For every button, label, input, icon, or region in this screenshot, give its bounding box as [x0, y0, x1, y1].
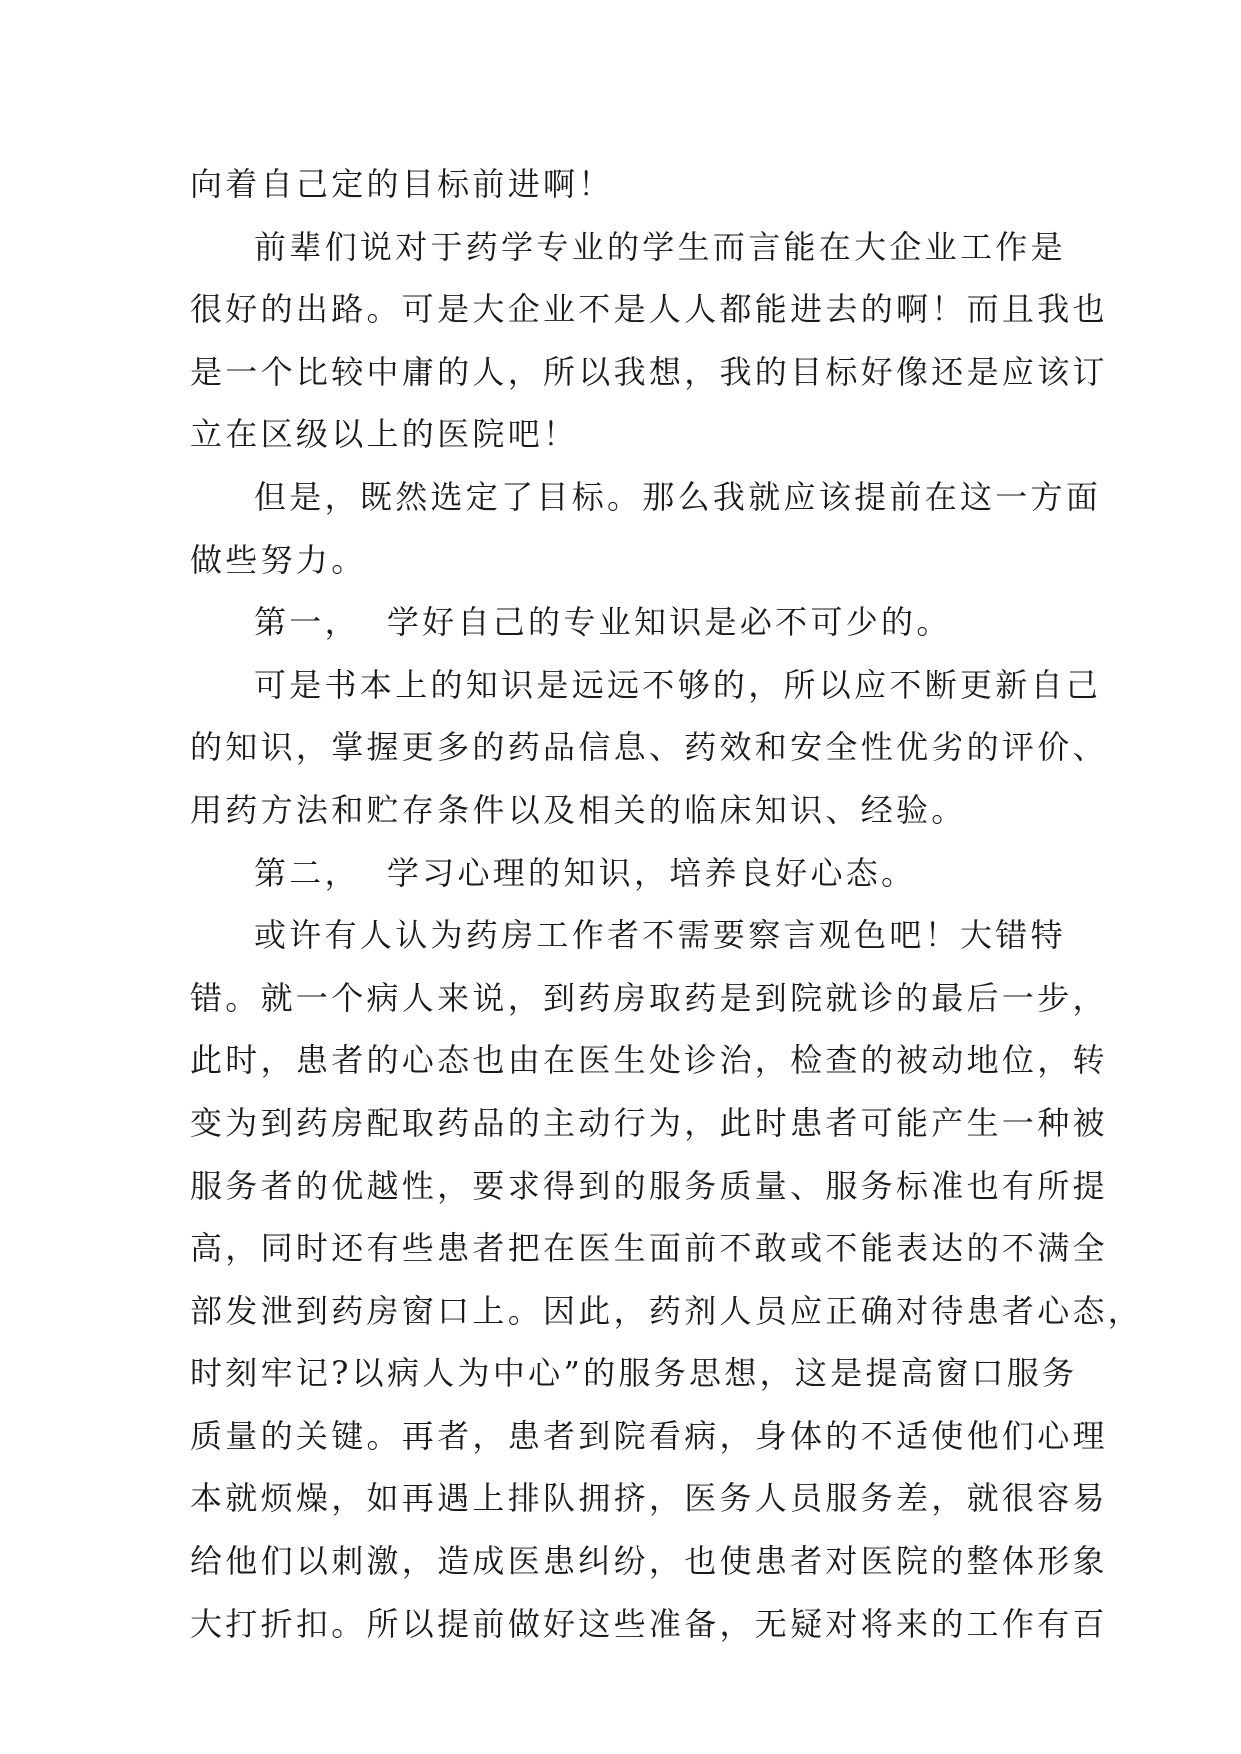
text-line: 大打折扣。所以提前做好这些准备，无疑对将来的工作有百 — [190, 1604, 1108, 1643]
text-line: 很好的出路。可是大企业不是人人都能进去的啊！而且我也 — [190, 290, 1108, 329]
text-line: 立在区级以上的医院吧！ — [190, 415, 579, 454]
text-line: 错。就一个病人来说，到药房取药是到院就诊的最后一步， — [190, 978, 1108, 1017]
text-line: 前辈们说对于药学专业的学生而言能在大企业工作是 — [254, 227, 1066, 266]
text-line: 给他们以刺激，造成医患纠纷，也使患者对医院的整体形象 — [190, 1542, 1108, 1581]
text-line: 本就烦燥，如再遇上排队拥挤，医务人员服务差，就很容易 — [190, 1479, 1108, 1518]
text-line: 服务者的优越性，要求得到的服务质量、服务标准也有所提 — [190, 1166, 1108, 1205]
text-line: 此时，患者的心态也由在医生处诊治，检查的被动地位，转 — [190, 1041, 1108, 1080]
text-line: 时刻牢记?以病人为中心”的服务思想，这是提高窗口服务 — [190, 1354, 1078, 1393]
text-line: 的知识，掌握更多的药品信息、药效和安全性优劣的评价、 — [190, 728, 1108, 767]
text-line: 可是书本上的知识是远远不够的，所以应不断更新自己 — [254, 665, 1102, 704]
text-line: 变为到药房配取药品的主动行为，此时患者可能产生一种被 — [190, 1103, 1108, 1142]
text-line: 质量的关键。再者，患者到院看病，身体的不适使他们心理 — [190, 1416, 1108, 1455]
text-line: 是一个比较中庸的人，所以我想，我的目标好像还是应该订 — [190, 352, 1108, 391]
text-line: 或许有人认为药房工作者不需要察言观色吧！大错特 — [254, 916, 1066, 955]
text-line: 做些努力。 — [190, 540, 367, 579]
text-line: 第一， 学好自己的专业知识是必不可少的。 — [254, 603, 952, 642]
text-line: 部发泄到药房窗口上。因此，药剂人员应正确对待患者心态， — [190, 1291, 1144, 1330]
text-line: 向着自己定的目标前进啊！ — [190, 165, 614, 203]
text-line: 用药方法和贮存条件以及相关的临床知识、经验。 — [190, 790, 967, 829]
text-line: 第二， 学习心理的知识，培养良好心态。 — [254, 853, 917, 892]
body-text — [190, 153, 1144, 1655]
text-line: 但是，既然选定了目标。那么我就应该提前在这一方面 — [254, 477, 1102, 516]
text-line: 高，同时还有些患者把在医生面前不敢或不能表达的不满全 — [190, 1229, 1108, 1268]
